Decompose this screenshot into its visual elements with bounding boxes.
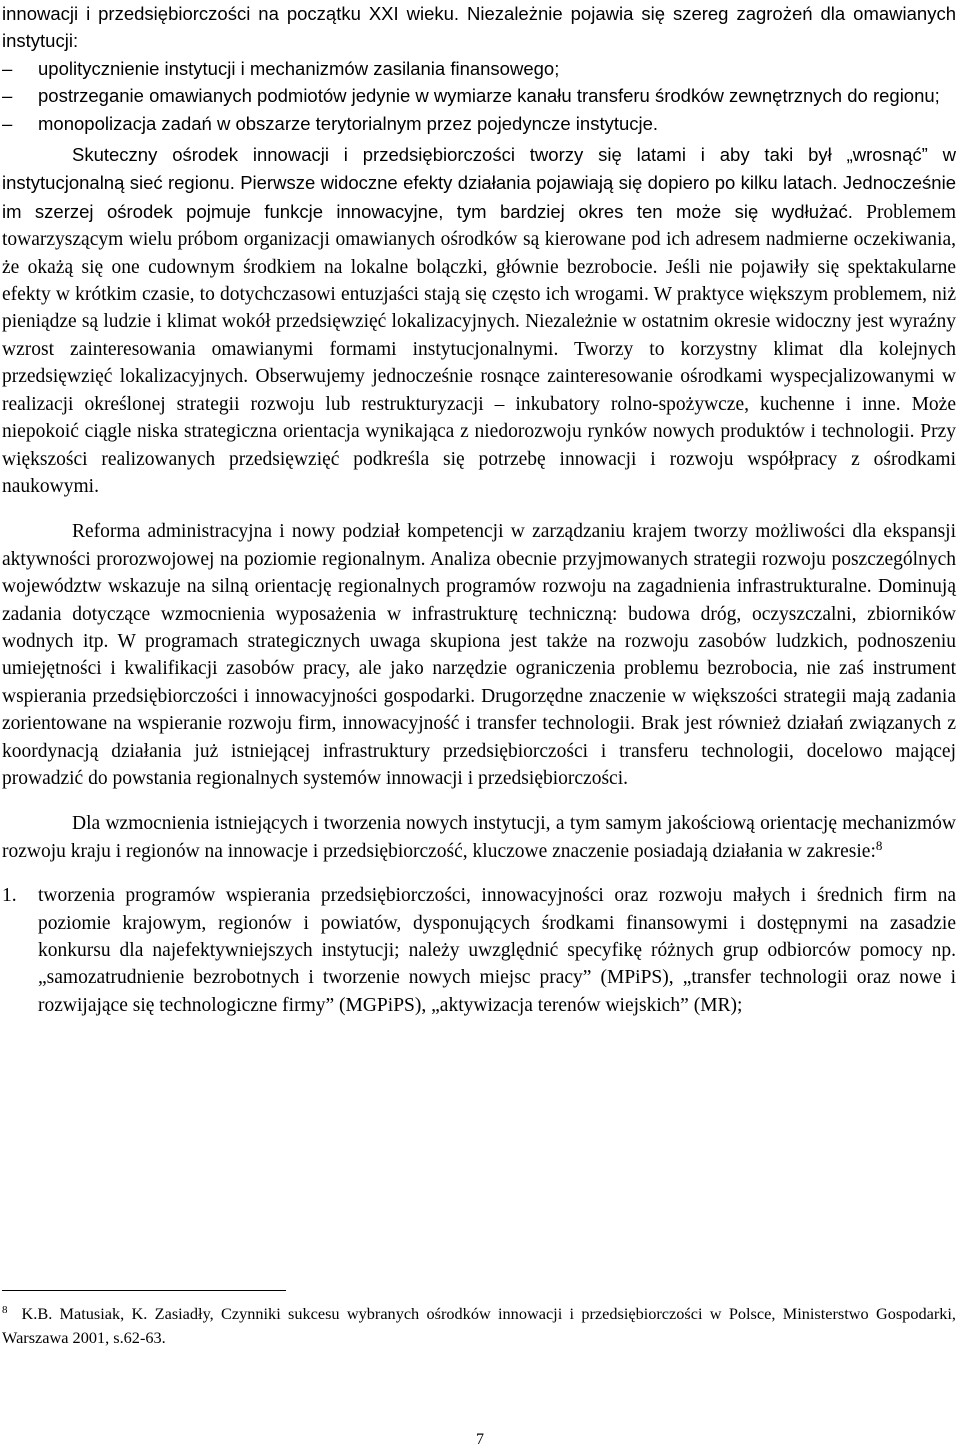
numbered-item [2, 882, 956, 1019]
paragraph-dla-wzmocnienia [2, 810, 956, 865]
threats-list [2, 55, 956, 137]
footnote-reference[interactable]: 8 [875, 837, 883, 853]
footnote [2, 1302, 956, 1350]
paragraph-serif-part: Problemem towarzyszącym wielu próbom organizacji omawianych ośrodków są kierowane pod ich adresem nadmierne oczekiwania, że okażą się one cudownym środkiem na lokalne bolączki, głównie bezrobocie. Jeśli nie pojawiły się spektakularne efekty w krótkim czasie, to dotychczasowi entuzjaści stają się często ich wrogami. W praktyce większym problemem, niż pieniądze są ludzie i klimat wokół przedsięwzięć lokalizacyjnych. Niezależnie w ostatnim okresie widoczny jest wyraźny wzrost zainteresowania omawianymi formami instytucjonalnymi. Tworzy to korzystny klimat dla kolejnych przedsięwzięć lokalizacyjnych. Obserwujemy jednocześnie rosnące zainteresowanie ośrodkami wyspecjalizowanymi w realizacji określonej strategii rozwoju lub restrukturyzacji – inkubatory rolno-spożywcze, kuchenne i inne. Może niepokoić ciągle niska strategiczna orientacja wynikająca z niedorozwoju rynków nowych produktów i technologii. Przy większości realizowanych przedsięwzięć podkreśla się potrzebę innowacji i rozwoju współpracy z ośrodkami naukowymi. [2, 201, 956, 497]
footnote-text: K.B. Matusiak, K. Zasiadły, Czynniki sukcesu wybranych ośrodków innowacji i przedsiębiorczości w Polsce, Ministerstwo Gospodarki, Warszawa 2001, s.62-63. [2, 1304, 956, 1347]
threat-text: upolitycznienie instytucji i mechanizmów zasilania finansowego; [38, 57, 560, 79]
threat-item [2, 110, 956, 137]
item-text: tworzenia programów wspierania przedsiębiorczości, innowacyjności oraz rozwoju małych i średnich firm na poziomie krajowym, regionów i powiatów, dysponujących środkami finansowymi i dostępnymi na zasadzie konkursu dla najefektywniejszych instytucji; należy uwzględnić specyfikę różnych grup odbiorców pomocy np. „samozatrudnienie bezrobotnych i tworzenie nowych miejsc pracy” (MPiPS), „transfer technologii oraz nowe i rozwijające się technologiczne firmy” (MGPiPS), „aktywizacja terenów wiejskich” (MR); [38, 885, 956, 1016]
item-number: 1. [2, 885, 17, 907]
threat-text: monopolizacja zadań w obszarze terytorialnym przez pojedyncze instytucje. [38, 112, 659, 134]
threat-item [2, 55, 956, 82]
dash-bullet: – [2, 57, 13, 79]
threat-item [2, 82, 956, 109]
document-page [2, 0, 956, 1019]
dash-bullet: – [2, 112, 13, 134]
numbered-list [2, 882, 956, 1019]
page-number: 7 [476, 1431, 484, 1448]
intro-text: innowacji i przedsiębiorczości na początku XXI wieku. Niezależnie pojawia się szereg zagrożeń dla omawianych instytucji: [2, 3, 956, 52]
paragraph-skuteczny-osrodek [2, 141, 956, 500]
paragraph-text: Dla wzmocnienia istniejących i tworzenia nowych instytucji, a tym samym jakościową orientację mechanizmów rozwoju kraju i regionów na innowacje i przedsiębiorczość, kluczowe znaczenie posiadają działania w zakresie: [2, 813, 956, 862]
dash-bullet: – [2, 85, 13, 107]
threat-text: postrzeganie omawianych podmiotów jedynie w wymiarze kanału transferu środków zewnętrznych do regionu; [38, 85, 940, 107]
footnote-mark: 8 [2, 1304, 8, 1316]
footnote-separator [2, 1290, 286, 1291]
paragraph-sans-part: Skuteczny ośrodek innowacji i przedsiębiorczości tworzy się latami i aby taki był „wrosnąć” w instytucjonalną sieć regionu. Pierwsze widoczne efekty działania pojawiają się dopiero po kilku latach. Jednocześnie im szerzej ośrodek pojmuje funkcje innowacyjne, tym bardziej okres ten może się wydłużać. [2, 144, 956, 222]
paragraph-reforma: Reforma administracyjna i nowy podział kompetencji w zarządzaniu krajem tworzy możliwości dla ekspansji aktywności prorozwojowej na poziomie regionalnym. Analiza obecnie przyjmowanych strategii rozwoju poszczególnych województw wskazuje na silną orientację regionalnych programów rozwoju na zagadnienia infrastrukturalne. Dominują zadania dotyczące wzmocnienia wyposażenia w infrastrukturę techniczną: budowa dróg, oczyszczalni, zbiorników wodnych itp. W programach strategicznych uwaga skupiona jest także na rozwoju zasobów ludzkich, podnoszeniu umiejętności i kwalifikacji zasobów pracy, ale jako narzędzie ograniczenia problemu bezrobocia, nie zaś instrument wspierania przedsiębiorczości i innowacyjności gospodarki. Drugorzędne znaczenie w większości strategii mają zadania zorientowane na wspieranie rozwoju firm, innowacyjność i transfer technologii. Brak jest również działań związanych z koordynacją działania już istniejącej infrastruktury przedsiębiorczości i transferu technologii, docelowo mającej prowadzić do powstania regionalnych systemów innowacji i przedsiębiorczości. [2, 521, 956, 789]
